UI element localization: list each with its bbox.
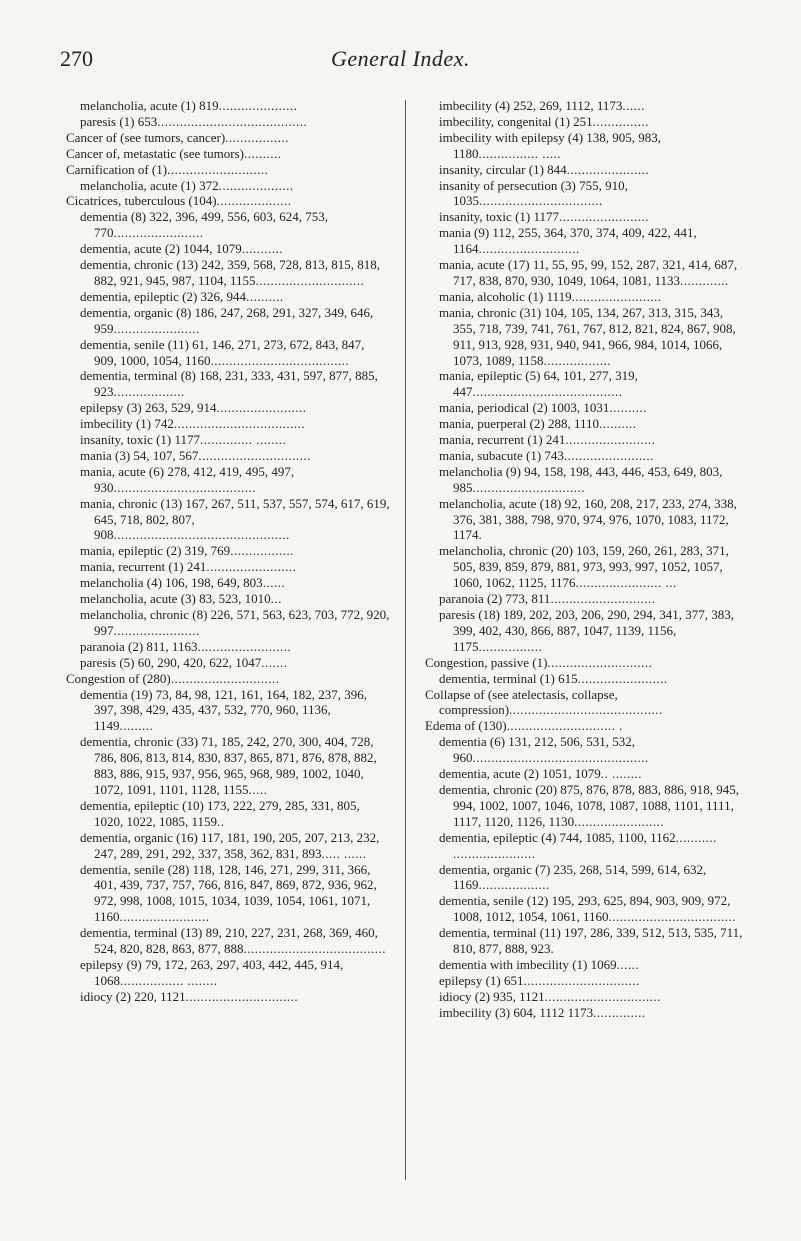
index-entry <box>66 432 390 448</box>
entry-text: imbecility (4) 252, 269, 1112, 1173 <box>439 98 623 113</box>
leader-dots: ......................................... <box>509 702 663 718</box>
entry-text: paranoia (2) 811, 1163 <box>80 638 198 654</box>
leader-dots: .......... <box>246 288 284 304</box>
entry-text: mania, subacute (1) 743 <box>439 447 564 463</box>
index-column-right <box>425 98 743 1021</box>
index-entry <box>425 989 743 1005</box>
leader-dots: ................. <box>230 543 294 559</box>
index-entry <box>425 1005 743 1021</box>
entry-text: dementia, chronic (33) 71, 185, 242, 270, 300, 404, 728, 786, 806, 813, 814, 830, 837, 865, 871, 876, 878, 882, 883, 886, 915, 937, 956, 965, 968, 989, 1002, 1040, 1072, 1091, 1101, 1128, 1155 <box>80 734 377 797</box>
leader-dots: ........................... <box>478 241 580 257</box>
index-entry <box>66 734 390 798</box>
index-entry <box>66 368 390 400</box>
entry-text: dementia, chronic (13) 242, 359, 568, 728, 813, 815, 818, 882, 921, 945, 987, 1104, 1155 <box>80 257 381 288</box>
leader-dots: . <box>478 527 483 543</box>
index-entry <box>66 98 390 114</box>
leader-dots: ........................ <box>559 209 649 225</box>
entry-text: dementia, terminal (11) 197, 286, 339, 512, 513, 535, 711, 810, 877, 888, 923. <box>439 925 743 957</box>
index-entry <box>425 957 743 973</box>
index-entry <box>425 257 743 289</box>
leader-dots: .................... <box>218 177 294 193</box>
entry-text: epilepsy (1) 651 <box>439 972 524 988</box>
index-entry <box>66 798 390 830</box>
index-entry <box>66 337 390 369</box>
entry-text: dementia, chronic (20) 875, 876, 878, 883, 886, 918, 945, 994, 1002, 1007, 1046, 1078, 1087, 1088, 1101, 1111, 1117, 1120, 1126, 1130 <box>439 781 740 829</box>
leader-dots: ........... ...................... <box>453 829 717 861</box>
entry-text: dementia, epileptic (10) 173, 222, 279, 285, 331, 805, 1020, 1022, 1085, 1159 <box>80 797 360 829</box>
leader-dots: ............... <box>592 113 649 129</box>
index-entry <box>425 766 743 782</box>
leader-dots: .. ........ <box>600 766 642 782</box>
leader-dots: ................. ........ <box>120 972 218 988</box>
index-entry <box>425 607 743 655</box>
index-entry <box>66 305 390 337</box>
entry-text: Congestion, passive (1) <box>425 654 548 670</box>
leader-dots: ..................... <box>218 98 298 113</box>
entry-text: Cicatrices, tuberculous (104) <box>66 193 217 209</box>
leader-dots: ......................... <box>197 638 292 654</box>
entry-text: mania, acute (6) 278, 412, 419, 495, 497, 930 <box>80 463 295 495</box>
entry-text: dementia, organic (8) 186, 247, 268, 291, 327, 349, 646, 959 <box>80 304 374 336</box>
leader-dots: .............................. <box>198 447 311 463</box>
index-entry <box>66 114 390 130</box>
index-entry <box>66 289 390 305</box>
index-entry <box>66 178 390 194</box>
index-entry <box>66 607 390 639</box>
leader-dots: ........................ <box>206 559 297 575</box>
index-entry <box>66 957 390 989</box>
leader-dots: ............................... <box>544 988 661 1004</box>
entry-text: insanity of persecution (3) 755, 910, 1035 <box>439 177 628 209</box>
entry-text: dementia, senile (28) 118, 128, 146, 271, 299, 311, 366, 401, 439, 737, 757, 766, 816, 847, 869, 872, 936, 962, 972, 998, 1008, 1015, 1034, 1039, 1054, 1061, 1071, 1160 <box>80 861 377 925</box>
index-entry <box>66 687 390 735</box>
entry-text: mania, puerperal (2) 288, 1110 <box>439 416 600 432</box>
index-entry <box>425 368 743 400</box>
index-entry <box>425 98 743 114</box>
leader-dots: .......... <box>599 416 637 432</box>
index-entry <box>66 400 390 416</box>
leader-dots: ...................................... <box>113 479 256 495</box>
entry-text: epilepsy (9) 79, 172, 263, 297, 403, 442, 445, 914, 1068 <box>80 956 344 988</box>
entry-text: melancholia, chronic (20) 103, 159, 260, 261, 283, 371, 505, 839, 859, 879, 881, 973, 993, 997, 1052, 1057, 1060, 1062, 1125, 1176 <box>439 543 729 591</box>
index-entry <box>425 496 743 544</box>
index-entry <box>425 893 743 925</box>
index-entry <box>66 257 390 289</box>
page-number: 270 <box>60 46 93 71</box>
column-divider <box>405 100 406 1180</box>
entry-text: dementia, organic (16) 117, 181, 190, 205, 207, 213, 232, 247, 289, 291, 292, 337, 358, 362, 831, 893 <box>80 829 380 861</box>
leader-dots: ......... <box>119 718 154 734</box>
leader-dots: ... <box>270 591 282 607</box>
leader-dots: ...... <box>262 575 286 591</box>
entry-text: Collapse of (see atelectasis, collapse, compression) <box>425 686 618 718</box>
index-entry <box>425 830 743 862</box>
index-entry <box>425 734 743 766</box>
index-entry <box>425 162 743 178</box>
leader-dots: .............................. <box>472 479 585 495</box>
leader-dots: ........................ <box>565 432 656 448</box>
entry-text: dementia, acute (2) 1044, 1079 <box>80 241 242 257</box>
entry-text: Cancer of, metastatic (see tumors) <box>66 145 244 161</box>
entry-text: paresis (5) 60, 290, 420, 622, 1047 <box>80 654 262 670</box>
entry-text: paresis (18) 189, 202, 203, 206, 290, 294, 341, 377, 383, 399, 402, 430, 866, 887, 1047, 1139, 1156, 1175 <box>439 607 735 654</box>
index-entry <box>425 973 743 989</box>
leader-dots: ...................................... <box>243 941 386 957</box>
leader-dots: ...... <box>622 98 645 113</box>
index-entry <box>425 178 743 210</box>
leader-dots: ........................ <box>119 909 210 925</box>
index-entry <box>66 209 390 241</box>
entry-text: imbecility (1) 742 <box>80 416 174 432</box>
index-entry <box>425 543 743 591</box>
index-entry <box>66 416 390 432</box>
leader-dots: ....................... <box>113 622 200 638</box>
leader-dots: ........................ <box>577 670 668 686</box>
index-entry <box>425 671 743 687</box>
index-entry <box>425 416 743 432</box>
entry-text: mania, recurrent (1) 241 <box>439 432 566 448</box>
leader-dots: ................ ..... <box>478 145 562 161</box>
entry-text: paresis (1) 653 <box>80 113 158 129</box>
leader-dots: ............................. <box>170 670 280 686</box>
entry-text: dementia, terminal (13) 89, 210, 227, 231, 268, 369, 460, 524, 820, 828, 863, 877, 888 <box>80 925 378 957</box>
entry-text: dementia, epileptic (2) 326, 944 <box>80 288 247 304</box>
leader-dots: ...... <box>616 956 640 972</box>
leader-dots: .................... <box>216 193 292 209</box>
index-heading <box>425 655 743 671</box>
index-heading <box>425 718 743 734</box>
index-entry <box>425 114 743 130</box>
leader-dots: ........................ <box>563 447 654 463</box>
entry-text: dementia (6) 131, 212, 506, 531, 532, 960 <box>439 734 636 766</box>
entry-text: dementia (19) 73, 84, 98, 121, 161, 164, 182, 237, 396, 397, 398, 429, 435, 437, 532, 770, 960, 1136, 1149 <box>80 686 368 734</box>
index-entry <box>66 591 390 607</box>
leader-dots: ........................ <box>113 225 204 241</box>
leader-dots: ............................ <box>547 654 653 670</box>
entry-text: mania (9) 112, 255, 364, 370, 374, 409, 422, 441, 1164 <box>439 225 697 257</box>
entry-text: insanity, circular (1) 844 <box>439 161 567 177</box>
index-entry <box>66 464 390 496</box>
index-heading <box>66 671 390 687</box>
entry-text: dementia with imbecility (1) 1069 <box>439 956 617 972</box>
leader-dots: ....................... <box>113 320 200 336</box>
entry-text: mania, chronic (31) 104, 105, 134, 267, 313, 315, 343, 355, 718, 739, 741, 761, 767, 812, 821, 824, 867, 908, 911, 913, 928, 931, 940, 941, 966, 984, 1014, 1066, 1073, 1089, 1158 <box>439 304 736 368</box>
entry-text: Carnification of (1) <box>66 161 168 177</box>
index-entry <box>66 575 390 591</box>
entry-text: dementia, terminal (8) 168, 231, 333, 431, 597, 877, 885, 923 <box>80 368 378 400</box>
entry-text: Edema of (130) <box>425 718 507 734</box>
leader-dots: ....................... ... <box>575 575 677 591</box>
index-entry <box>66 559 390 575</box>
leader-dots: .................................. <box>608 909 737 925</box>
leader-dots: .......... <box>243 145 282 161</box>
leader-dots: ............................. . <box>506 718 623 734</box>
index-entry <box>425 862 743 894</box>
index-heading <box>66 162 390 178</box>
entry-text: mania, recurrent (1) 241 <box>80 559 207 575</box>
leader-dots: .............. ........ <box>200 432 287 448</box>
index-entry <box>66 989 390 1005</box>
index-entry <box>425 925 743 957</box>
entry-text: melancholia, acute (3) 83, 523, 1010 <box>80 591 271 607</box>
leader-dots: ........................ <box>571 288 662 304</box>
entry-text: idiocy (2) 220, 1121 <box>80 988 186 1004</box>
index-entry <box>66 655 390 671</box>
entry-text: dementia, organic (7) 235, 268, 514, 599, 614, 632, 1169 <box>439 861 707 893</box>
leader-dots: ................................... <box>173 416 306 432</box>
leader-dots: ..... <box>248 781 268 797</box>
entry-text: idiocy (2) 935, 1121 <box>439 988 545 1004</box>
entry-text: melancholia (9) 94, 158, 198, 443, 446, 453, 649, 803, 985 <box>439 463 723 495</box>
entry-text: dementia, terminal (1) 615 <box>439 670 578 686</box>
leader-dots: ................................. <box>479 193 603 209</box>
index-entry <box>66 830 390 862</box>
index-entry <box>425 130 743 162</box>
index-entry <box>425 591 743 607</box>
index-heading <box>66 146 390 162</box>
index-entry <box>425 782 743 830</box>
leader-dots: ................... <box>478 877 550 893</box>
index-entry <box>66 496 390 544</box>
entry-text: insanity, toxic (1) 1177 <box>439 209 559 225</box>
page-title: General Index. <box>331 46 470 71</box>
entry-text: dementia, senile (12) 195, 293, 625, 894, 903, 909, 972, 1008, 1012, 1054, 1061, 1160 <box>439 893 731 925</box>
entry-text: mania, chronic (13) 167, 267, 511, 537, 557, 574, 617, 619, 645, 718, 802, 807, 908 <box>80 495 390 543</box>
index-entry <box>66 639 390 655</box>
entry-text: dementia (8) 322, 396, 499, 556, 603, 624, 753, 770 <box>80 209 329 241</box>
entry-text: epilepsy (3) 263, 529, 914 <box>80 400 217 416</box>
index-entry <box>425 209 743 225</box>
entry-text: dementia, senile (11) 61, 146, 271, 273, 672, 843, 847, 909, 1000, 1054, 1160 <box>80 336 365 368</box>
leader-dots: .............. <box>593 1004 646 1020</box>
index-entry <box>66 543 390 559</box>
leader-dots: .............................. <box>185 988 299 1004</box>
leader-dots: ........................... <box>167 161 269 177</box>
leader-dots: ........................................ <box>157 113 308 129</box>
leader-dots: ............................... <box>523 972 640 988</box>
entry-text: melancholia, chronic (8) 226, 571, 563, 623, 703, 772, 920, 997 <box>80 607 390 638</box>
index-heading <box>425 687 743 719</box>
entry-text: Congestion of (280) <box>66 670 171 686</box>
index-entry <box>425 225 743 257</box>
leader-dots: ................. <box>225 129 289 145</box>
leader-dots: ........................................ <box>472 384 623 400</box>
entry-text: insanity, toxic (1) 1177 <box>80 432 200 448</box>
entry-text: dementia, epileptic (4) 744, 1085, 1100, 1162 <box>439 829 676 845</box>
entry-text: Cancer of (see tumors, cancer) <box>66 129 226 145</box>
leader-dots: ............................. <box>255 272 365 288</box>
entry-text: melancholia, acute (1) 372 <box>80 177 219 193</box>
entry-text: mania, epileptic (5) 64, 101, 277, 319, 447 <box>439 368 638 400</box>
leader-dots: ............................................... <box>472 750 649 766</box>
entry-text: mania (3) 54, 107, 567 <box>80 447 199 463</box>
entry-text: imbecility (3) 604, 1112 1173 <box>439 1004 594 1020</box>
leader-dots: ........................ <box>574 813 665 829</box>
index-column-left <box>66 98 390 1005</box>
entry-text: paranoia (2) 773, 811 <box>439 591 551 607</box>
index-entry <box>425 432 743 448</box>
entry-text: mania, periodical (2) 1003, 1031 <box>439 400 610 416</box>
entry-text: melancholia, acute (1) 819 <box>80 98 219 113</box>
index-heading <box>66 130 390 146</box>
entry-text: melancholia (4) 106, 198, 649, 803 <box>80 575 263 591</box>
index-entry <box>66 862 390 926</box>
leader-dots: ....... <box>261 654 288 670</box>
index-entry <box>66 925 390 957</box>
leader-dots: ........... <box>241 241 283 257</box>
index-entry <box>425 305 743 369</box>
leader-dots: ................... <box>113 384 185 400</box>
index-entry <box>425 448 743 464</box>
index-entry <box>425 400 743 416</box>
index-entry <box>425 289 743 305</box>
leader-dots: .................. <box>543 352 612 368</box>
page-header <box>0 46 801 76</box>
leader-dots: ..................................... <box>210 352 350 368</box>
index-entry <box>66 448 390 464</box>
entry-text: imbecility with epilepsy (4) 138, 905, 983, 1180 <box>439 129 662 161</box>
entry-text: imbecility, congenital (1) 251 <box>439 113 593 129</box>
index-heading <box>66 193 390 209</box>
leader-dots: ..... ...... <box>321 845 367 861</box>
index-entry <box>425 464 743 496</box>
leader-dots: .......... <box>609 400 647 416</box>
entry-text: mania, epileptic (2) 319, 769 <box>80 543 231 559</box>
index-entry <box>66 241 390 257</box>
leader-dots: ................. <box>478 638 543 654</box>
entry-text: dementia, acute (2) 1051, 1079 <box>439 766 601 782</box>
leader-dots: ...................... <box>566 161 650 177</box>
leader-dots: ............................ <box>550 591 656 607</box>
entry-text: mania, acute (17) 11, 55, 95, 99, 152, 287, 321, 414, 687, 717, 838, 870, 930, 1049, 1064, 1081, 1133 <box>439 257 738 288</box>
leader-dots: ............................................... <box>113 527 290 543</box>
leader-dots: ............. <box>680 272 729 288</box>
entry-text: melancholia, acute (18) 92, 160, 208, 217, 233, 274, 338, 376, 381, 388, 798, 970, 974, 976, 1070, 1083, 1172, 1174 <box>439 495 737 543</box>
leader-dots: .. <box>217 813 225 829</box>
leader-dots: ........................ <box>216 400 307 416</box>
entry-text: mania, alcoholic (1) 1119 <box>439 288 572 304</box>
